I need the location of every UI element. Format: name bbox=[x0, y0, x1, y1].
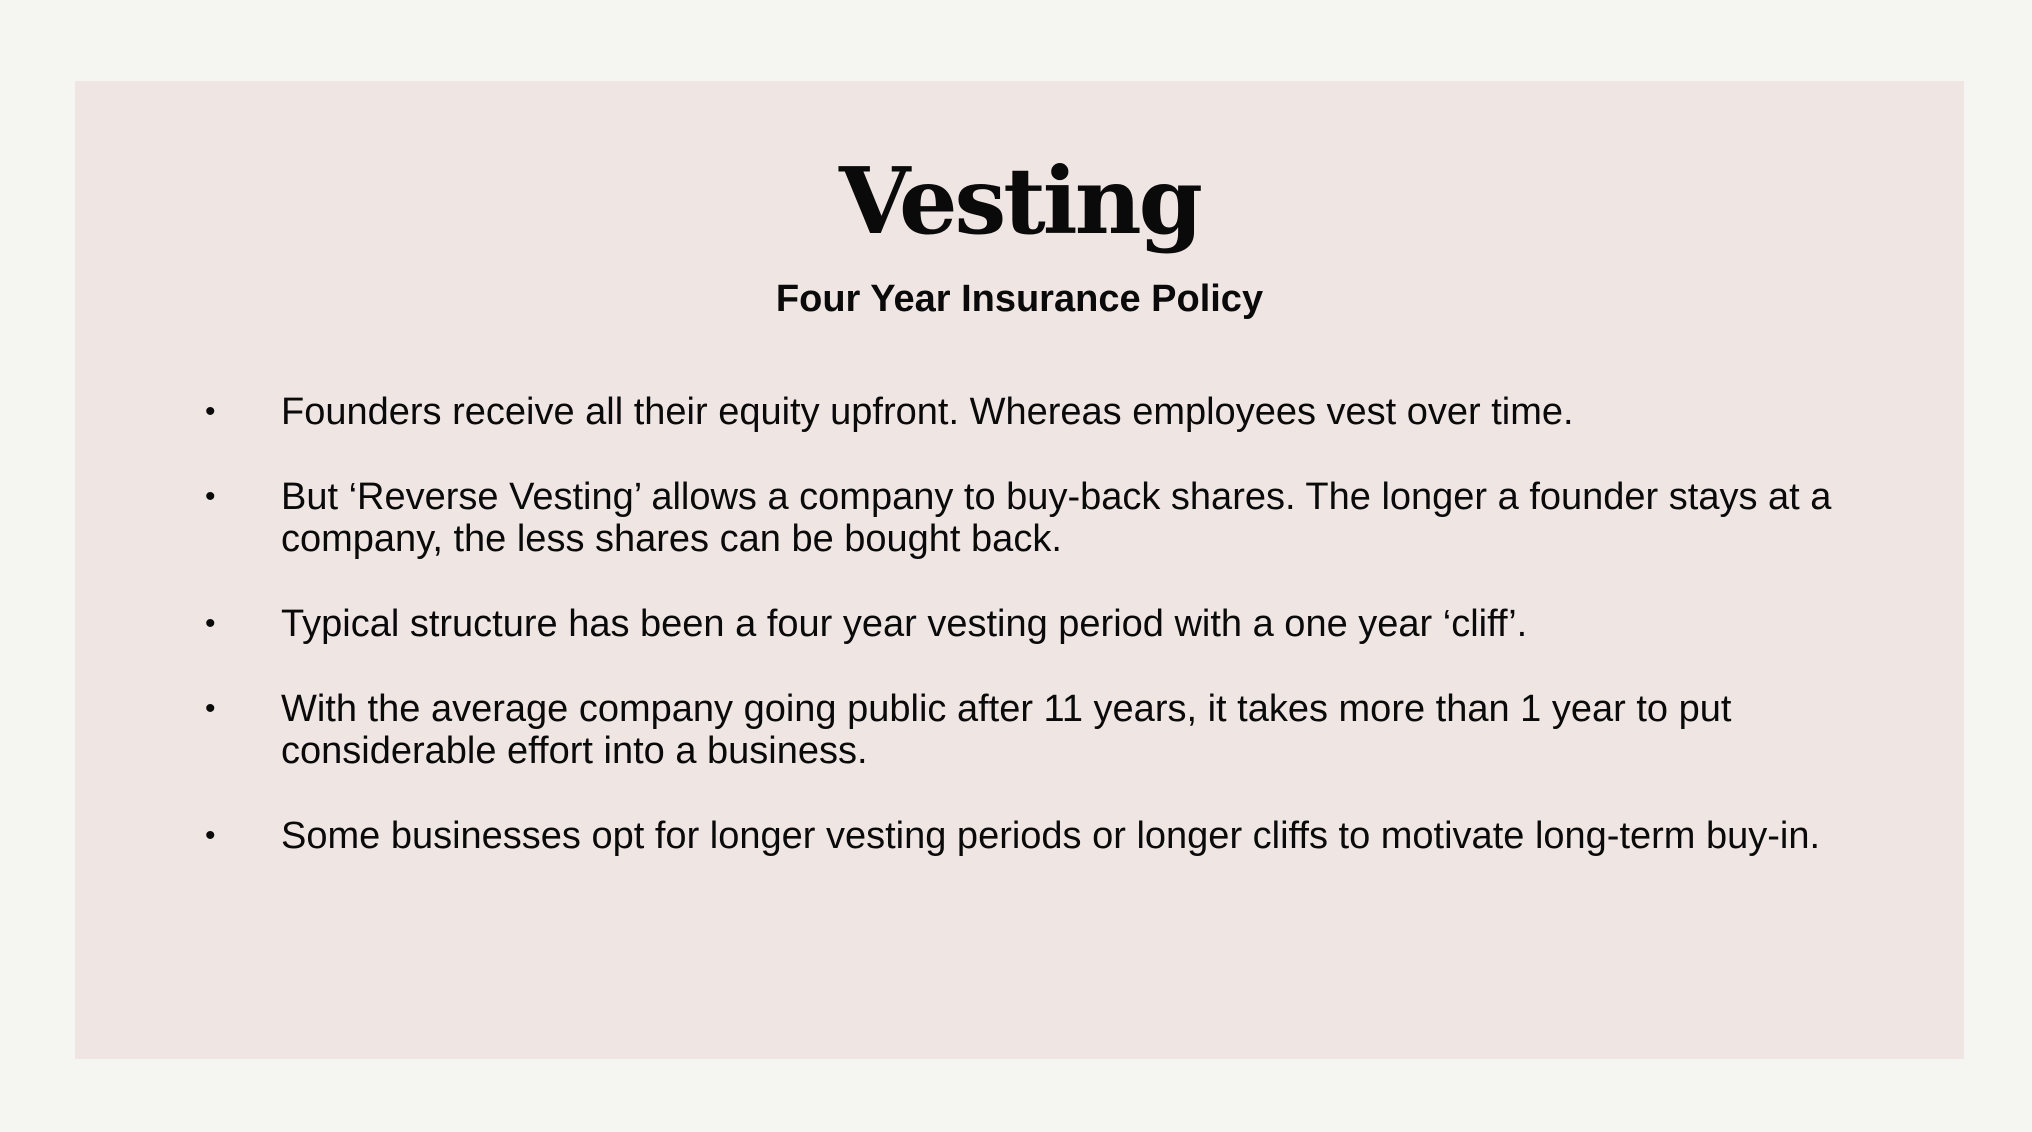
bullet-text: But ‘Reverse Vesting’ allows a company to buy-back shares. The longer a founder stays at a company, the less shares can be bought back. bbox=[281, 476, 1832, 560]
bullet-icon: • bbox=[205, 819, 216, 852]
bullet-icon: • bbox=[205, 607, 216, 640]
bullet-item bbox=[205, 476, 1925, 560]
bullet-item bbox=[205, 391, 1925, 433]
bullet-text: With the average company going public after 11 years, it takes more than 1 year to put considerable effort into a business. bbox=[281, 688, 1732, 772]
slide-subtitle: Four Year Insurance Policy bbox=[775, 278, 1264, 320]
bullet-item bbox=[205, 688, 1925, 772]
bullet-text: Founders receive all their equity upfront. Whereas employees vest over time. bbox=[281, 391, 1574, 433]
bullet-item bbox=[205, 815, 1925, 857]
bullet-text: Typical structure has been a four year vesting period with a one year ‘cliff’. bbox=[281, 603, 1528, 645]
bullet-list bbox=[205, 391, 1925, 900]
bullet-item bbox=[205, 603, 1925, 645]
slide-title: Vesting bbox=[839, 147, 1200, 255]
bullet-icon: • bbox=[205, 480, 216, 513]
bullet-icon: • bbox=[205, 692, 216, 725]
slide-card bbox=[75, 81, 1964, 1059]
bullet-text: Some businesses opt for longer vesting periods or longer cliffs to motivate long-term buy-in. bbox=[281, 815, 1821, 857]
bullet-icon: • bbox=[205, 395, 216, 428]
